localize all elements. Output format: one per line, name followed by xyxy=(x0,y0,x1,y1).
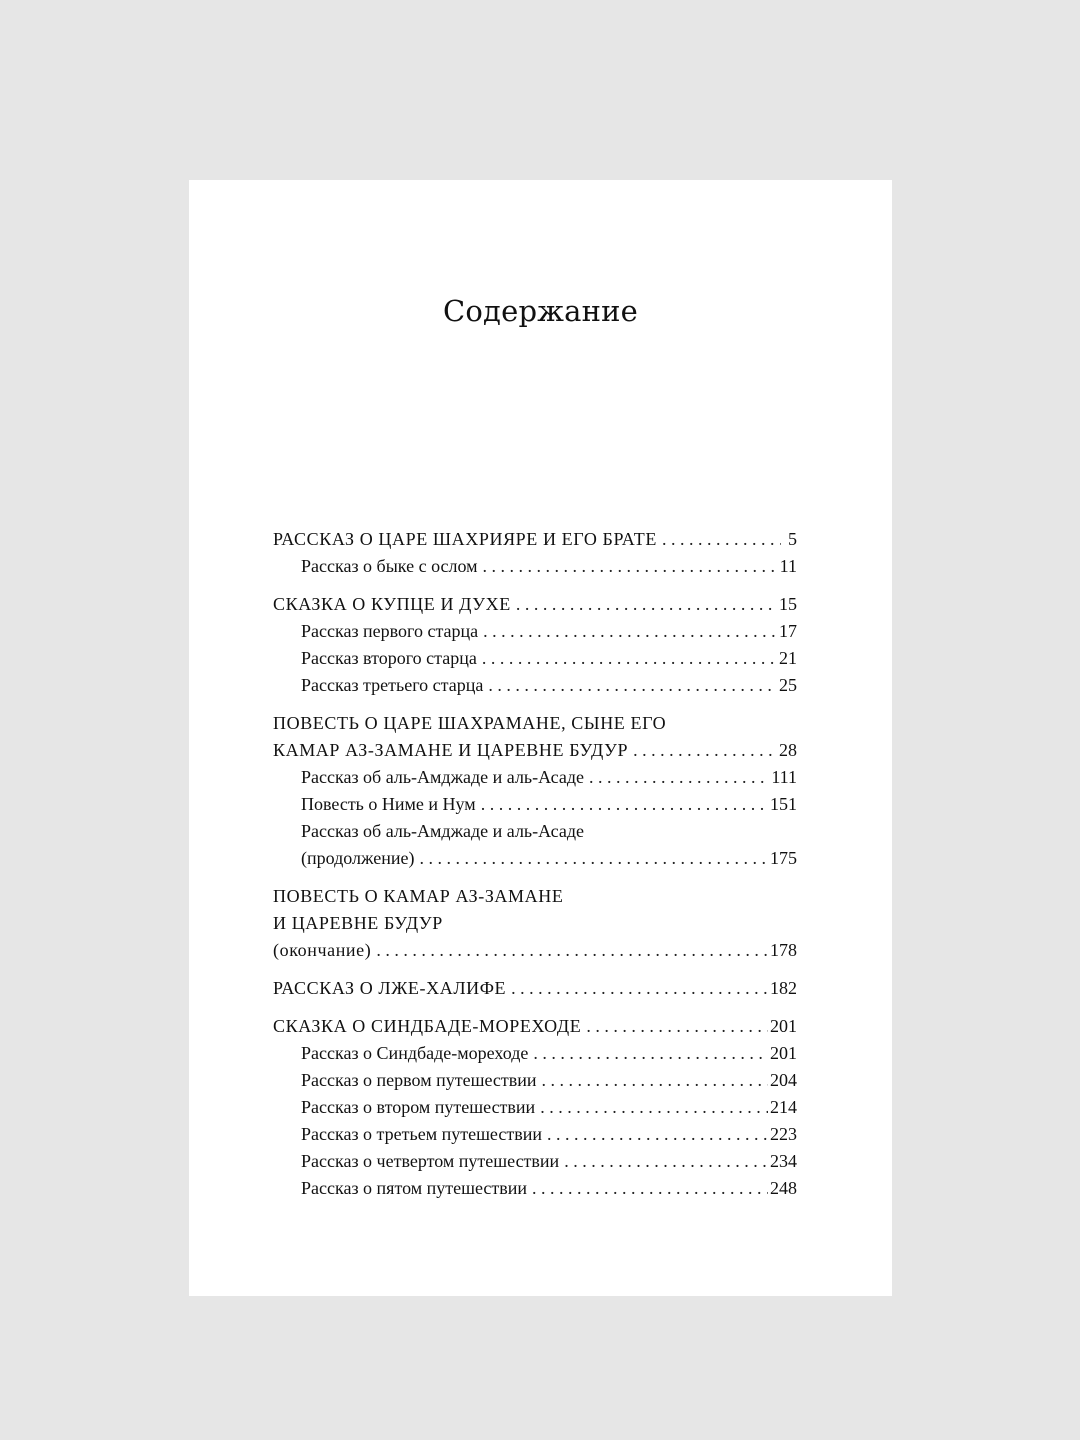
toc-page-number: 182 xyxy=(770,978,797,998)
toc-page-number: 178 xyxy=(770,940,797,960)
toc-page-number: 17 xyxy=(779,621,797,641)
dot-leader xyxy=(662,526,781,553)
toc-subentry xyxy=(273,764,797,791)
toc-chapter-entry xyxy=(273,975,797,1002)
toc-page-number: 201 xyxy=(770,1043,797,1063)
toc-entry-title-line: ПОВЕСТЬ О ЦАРЕ ШАХРАМАНЕ, СЫНЕ ЕГО xyxy=(273,713,667,733)
toc-page-number: 28 xyxy=(779,740,797,760)
toc-entry-title-line: И ЦАРЕВНЕ БУДУР xyxy=(273,913,443,933)
toc-entry-title-line: Рассказ о четвертом путешествии xyxy=(301,1151,560,1171)
toc-chapter-entry xyxy=(273,591,797,618)
toc-subentry xyxy=(273,1094,797,1121)
dot-leader xyxy=(532,1175,768,1202)
toc-page-number: 204 xyxy=(770,1070,797,1090)
toc-page-number: 111 xyxy=(771,767,797,787)
toc-page-number: 214 xyxy=(770,1097,797,1117)
toc-entry-title-line: Рассказ о быке с ослом xyxy=(301,556,478,576)
toc-subentry xyxy=(273,1121,797,1148)
toc-entry-title-line: Рассказ второго старца xyxy=(301,648,477,668)
dot-leader xyxy=(564,1148,768,1175)
toc-page-number: 21 xyxy=(779,648,797,668)
toc-subentry xyxy=(273,553,797,580)
book-page xyxy=(189,180,892,1296)
toc-page-number: 15 xyxy=(779,594,797,614)
toc-entry-title-line: Рассказ об аль-Амджаде и аль-Асаде xyxy=(301,821,585,841)
toc-page-number: 234 xyxy=(770,1151,797,1171)
toc-subentry xyxy=(273,618,797,645)
toc-entry-title-line: Рассказ о первом путешествии xyxy=(301,1070,537,1090)
dot-leader xyxy=(589,764,769,791)
dot-leader xyxy=(633,737,777,764)
dot-leader xyxy=(482,645,777,672)
dot-leader xyxy=(511,975,768,1002)
dot-leader xyxy=(540,1094,768,1121)
toc-page-number: 223 xyxy=(770,1124,797,1144)
toc-entry-title-line: (продолжение) xyxy=(301,848,415,868)
toc-chapter-entry xyxy=(273,526,797,553)
toc-entry-title-line: РАССКАЗ О ЛЖЕ-ХАЛИФЕ xyxy=(273,978,507,998)
toc-page-number: 5 xyxy=(788,529,797,549)
dot-leader xyxy=(516,591,777,618)
toc-page-number: 175 xyxy=(770,848,797,868)
toc-page-number: 25 xyxy=(779,675,797,695)
toc-entry-title-line: (окончание) xyxy=(273,940,372,960)
toc-chapter-entry xyxy=(273,883,797,964)
toc-entry-title-line: Повесть о Ниме и Нум xyxy=(301,794,476,814)
page-title: Содержание xyxy=(442,294,639,328)
dot-leader xyxy=(376,937,768,964)
dot-leader xyxy=(483,618,777,645)
dot-leader xyxy=(419,845,768,872)
toc-entry-title-line: Рассказ об аль-Амджаде и аль-Асаде xyxy=(301,767,585,787)
toc-entry-title-line: Рассказ первого старца xyxy=(301,621,479,641)
dot-leader xyxy=(547,1121,768,1148)
toc-entry-title-line: Рассказ о третьем путешествии xyxy=(301,1124,542,1144)
toc-entry-title-line: Рассказ о Синдбаде-мореходе xyxy=(301,1043,529,1063)
toc-entry-title-line: СКАЗКА О СИНДБАДЕ-МОРЕХОДЕ xyxy=(273,1016,582,1036)
toc-entry-title-line: ПОВЕСТЬ О КАМАР АЗ-ЗАМАНЕ xyxy=(273,886,564,906)
toc-subentry xyxy=(273,1175,797,1202)
toc-entry-title-line: СКАЗКА О КУПЦЕ И ДУХЕ xyxy=(273,594,511,614)
table-of-contents xyxy=(273,526,797,1202)
dot-leader xyxy=(488,672,777,699)
toc-page-number: 201 xyxy=(770,1016,797,1036)
toc-subentry xyxy=(273,791,797,818)
toc-entry-title-line: Рассказ третьего старца xyxy=(301,675,484,695)
dot-leader xyxy=(586,1013,768,1040)
toc-subentry xyxy=(273,1067,797,1094)
dot-leader xyxy=(533,1040,768,1067)
toc-chapter-entry xyxy=(273,710,797,764)
toc-entry-title-line: Рассказ о пятом путешествии xyxy=(301,1178,528,1198)
toc-subentry xyxy=(273,1148,797,1175)
dot-leader xyxy=(542,1067,768,1094)
toc-subentry xyxy=(273,1040,797,1067)
toc-page-number: 151 xyxy=(770,794,797,814)
dot-leader xyxy=(481,791,768,818)
toc-subentry xyxy=(273,645,797,672)
toc-page-number: 11 xyxy=(779,556,797,576)
toc-entry-title-line: КАМАР АЗ-ЗАМАНЕ И ЦАРЕВНЕ БУДУР xyxy=(273,740,629,760)
toc-chapter-entry xyxy=(273,1013,797,1040)
dot-leader xyxy=(483,553,778,580)
toc-entry-title-line: РАССКАЗ О ЦАРЕ ШАХРИЯРЕ И ЕГО БРАТЕ xyxy=(273,529,657,549)
toc-entry-title-line: Рассказ о втором путешествии xyxy=(301,1097,536,1117)
toc-page-number: 248 xyxy=(770,1178,797,1198)
toc-subentry xyxy=(273,672,797,699)
toc-subentry xyxy=(273,818,797,872)
